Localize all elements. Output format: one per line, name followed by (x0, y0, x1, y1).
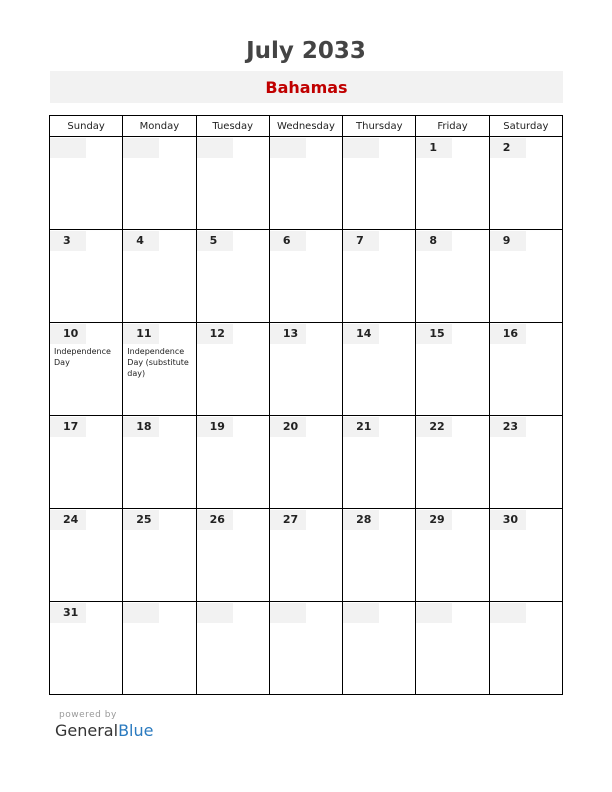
day-number (197, 603, 233, 623)
calendar-grid (49, 115, 563, 695)
day-number (270, 138, 306, 158)
holiday-label: Independence Day (substitute day) (127, 347, 189, 378)
day-cell (343, 509, 416, 602)
weekday-header: Monday (123, 116, 196, 137)
weekday-header: Friday (416, 116, 489, 137)
day-number: 29 (416, 510, 452, 530)
day-number: 21 (343, 417, 379, 437)
day-number: 28 (343, 510, 379, 530)
brand-logo[interactable] (55, 721, 153, 740)
day-cell (50, 230, 123, 323)
day-cell (416, 230, 489, 323)
day-cell (489, 137, 562, 230)
holiday-label: Independence Day (54, 347, 111, 367)
weekday-header: Thursday (343, 116, 416, 137)
day-number: 1 (416, 138, 452, 158)
day-number (343, 138, 379, 158)
week-row (50, 416, 563, 509)
day-number: 17 (50, 417, 86, 437)
day-cell (50, 137, 123, 230)
weekday-header-row (50, 116, 563, 137)
day-cell (416, 602, 489, 695)
day-number: 19 (197, 417, 233, 437)
day-number: 13 (270, 324, 306, 344)
day-cell (196, 323, 269, 416)
day-cell (489, 602, 562, 695)
day-cell (50, 602, 123, 695)
day-cell (343, 602, 416, 695)
day-number: 20 (270, 417, 306, 437)
day-number: 24 (50, 510, 86, 530)
day-cell (489, 323, 562, 416)
day-cell (50, 323, 123, 416)
day-number (490, 603, 526, 623)
day-cell (50, 416, 123, 509)
day-cell (343, 416, 416, 509)
day-cell (343, 323, 416, 416)
country-bar (50, 71, 563, 103)
day-cell (123, 416, 196, 509)
day-number: 5 (197, 231, 233, 251)
day-number: 16 (490, 324, 526, 344)
day-cell (196, 509, 269, 602)
day-cell (343, 230, 416, 323)
day-cell (123, 230, 196, 323)
page-title: July 2033 (246, 38, 366, 64)
day-cell (269, 509, 342, 602)
day-number: 14 (343, 324, 379, 344)
day-number: 7 (343, 231, 379, 251)
weekday-header: Tuesday (196, 116, 269, 137)
weekday-header: Wednesday (269, 116, 342, 137)
brand-general-text: General (55, 721, 119, 740)
week-row (50, 509, 563, 602)
day-number: 8 (416, 231, 452, 251)
week-row (50, 230, 563, 323)
day-cell (196, 416, 269, 509)
weekday-header: Sunday (50, 116, 123, 137)
day-number: 9 (490, 231, 526, 251)
day-cell (416, 416, 489, 509)
day-cell (416, 509, 489, 602)
day-number: 18 (123, 417, 159, 437)
day-number: 6 (270, 231, 306, 251)
day-number: 26 (197, 510, 233, 530)
day-cell (123, 137, 196, 230)
day-number: 11 (123, 324, 159, 344)
day-cell (269, 137, 342, 230)
day-number: 12 (197, 324, 233, 344)
day-number: 3 (50, 231, 86, 251)
day-number (416, 603, 452, 623)
day-cell (416, 323, 489, 416)
day-cell (196, 602, 269, 695)
day-number (343, 603, 379, 623)
day-number: 30 (490, 510, 526, 530)
day-cell (196, 230, 269, 323)
week-row (50, 602, 563, 695)
day-cell (269, 230, 342, 323)
day-cell (489, 509, 562, 602)
day-number (123, 138, 159, 158)
brand-blue-text: Blue (118, 721, 154, 740)
day-cell (416, 137, 489, 230)
day-cell (50, 509, 123, 602)
day-cell (123, 602, 196, 695)
day-cell (343, 137, 416, 230)
day-cell (489, 416, 562, 509)
day-number: 2 (490, 138, 526, 158)
day-number (270, 603, 306, 623)
day-number: 23 (490, 417, 526, 437)
day-cell (196, 137, 269, 230)
day-number: 4 (123, 231, 159, 251)
day-number (197, 138, 233, 158)
week-row (50, 137, 563, 230)
day-cell (123, 323, 196, 416)
powered-by-text: powered by (59, 710, 117, 720)
day-number (123, 603, 159, 623)
weekday-header: Saturday (489, 116, 562, 137)
day-number: 27 (270, 510, 306, 530)
day-cell (269, 323, 342, 416)
day-cell (269, 416, 342, 509)
day-number: 10 (50, 324, 86, 344)
day-cell (489, 230, 562, 323)
day-number: 22 (416, 417, 452, 437)
day-cell (123, 509, 196, 602)
week-row (50, 323, 563, 416)
day-number: 25 (123, 510, 159, 530)
day-number: 15 (416, 324, 452, 344)
country-name: Bahamas (265, 78, 348, 97)
day-number: 31 (50, 603, 86, 623)
day-cell (269, 602, 342, 695)
day-number (50, 138, 86, 158)
